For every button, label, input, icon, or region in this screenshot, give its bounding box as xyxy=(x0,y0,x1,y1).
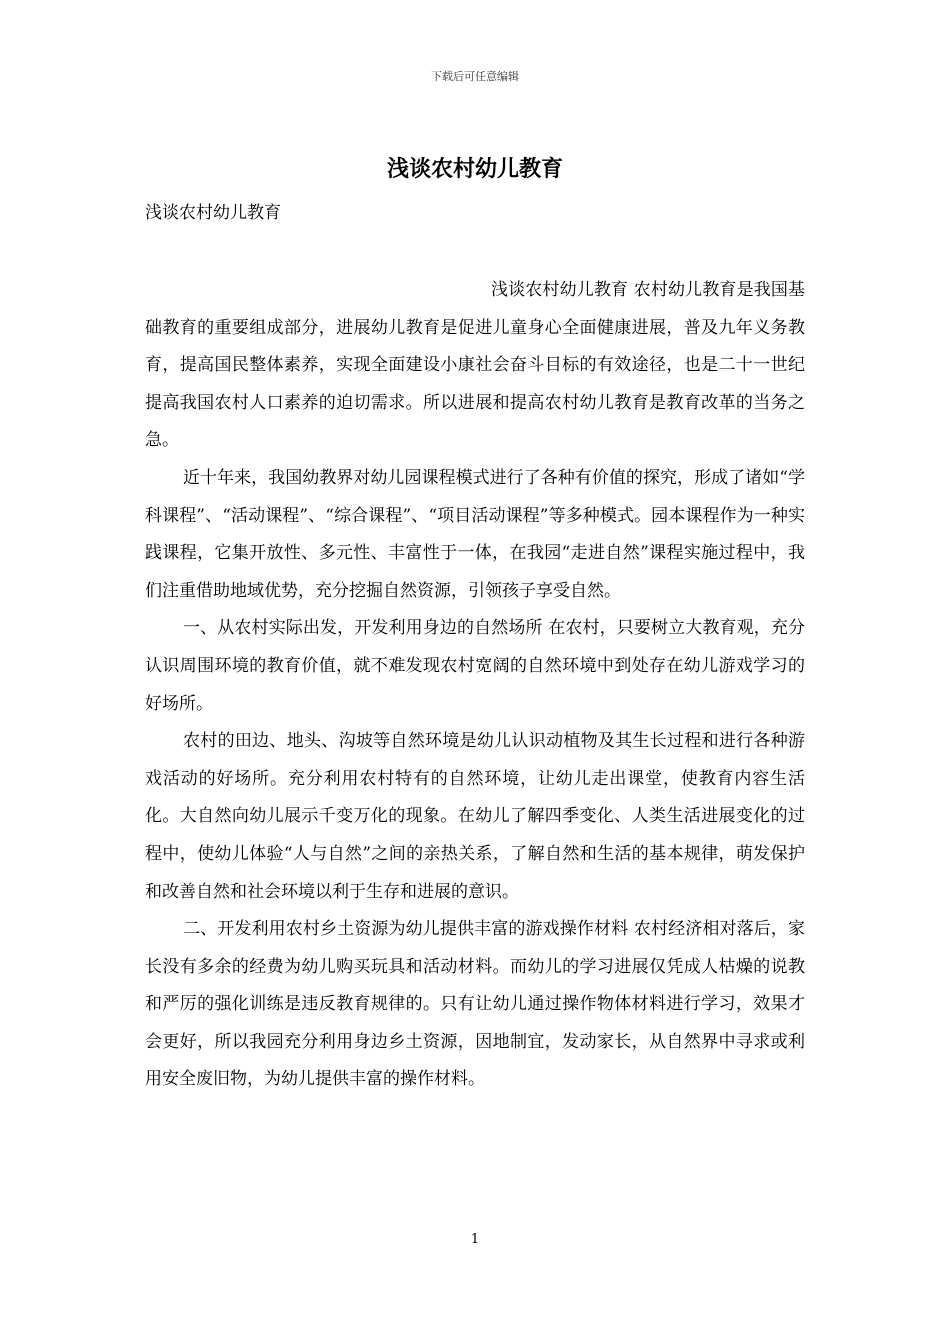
paragraph: 二、开发利用农村乡土资源为幼儿提供丰富的游戏操作材料 农村经济相对落后，家长没有多余的经费为幼儿购买玩具和活动材料。而幼儿的学习进展仅凭成人枯燥的说教和严厉的强化训练是违反教育规律的。只有让幼儿通过操作物体材料进行学习，效果才会更好，所以我园充分利用身边乡土资源，因地制宜，发动家长，从自然界中寻求或利用安全废旧物，为幼儿提供丰富的操作材料。 xyxy=(145,919,805,1090)
paragraph: 浅谈农村幼儿教育 农村幼儿教育是我国基础教育的重要组成部分，进展幼儿教育是促进儿童身心全面健康进展，普及九年义务教育，提高国民整体素养，实现全面建设小康社会奋斗目标的有效途径，也是二十一世纪提高我国农村人口素养的迫切需求。所以进展和提高农村幼儿教育是教育改革的当务之急。 xyxy=(145,280,805,451)
paragraph: 农村的田边、地头、沟坡等自然环境是幼儿认识动植物及其生长过程和进行各种游戏活动的好场所。充分利用农村特有的自然环境，让幼儿走出课堂，使教育内容生活化。大自然向幼儿展示千变万化的现象。在幼儿了解四季变化、人类生活进展变化的过程中，使幼儿体验“人与自然”之间的亲热关系，了解自然和生活的基本规律，萌发保护和改善自然和社会环境以利于生存和进展的意识。 xyxy=(145,731,805,902)
paragraph: 近十年来，我国幼教界对幼儿园课程模式进行了各种有价值的探究，形成了诸如“学科课程”、“活动课程”、“综合课程”、“项目活动课程”等多种模式。园本课程作为一种实践课程，它集开放性、多元性、丰富性于一体，在我园“走进自然”课程实施过程中，我们注重借助地域优势，充分挖掘自然资源，引领孩子享受自然。 xyxy=(145,467,805,601)
document-subtitle: 浅谈农村幼儿教育 xyxy=(145,203,281,223)
document-title: 浅谈农村幼儿教育 xyxy=(386,157,563,182)
page-number: 1 xyxy=(470,1232,480,1247)
page-header: 下载后可任意编辑 xyxy=(431,70,519,83)
paragraph: 一、从农村实际出发，开发利用身边的自然场所 在农村，只要树立大教育观，充分认识周围环境的教育价值，就不难发现农村宽阔的自然环境中到处存在幼儿游戏学习的好场所。 xyxy=(145,618,805,714)
document-body xyxy=(145,272,805,1099)
